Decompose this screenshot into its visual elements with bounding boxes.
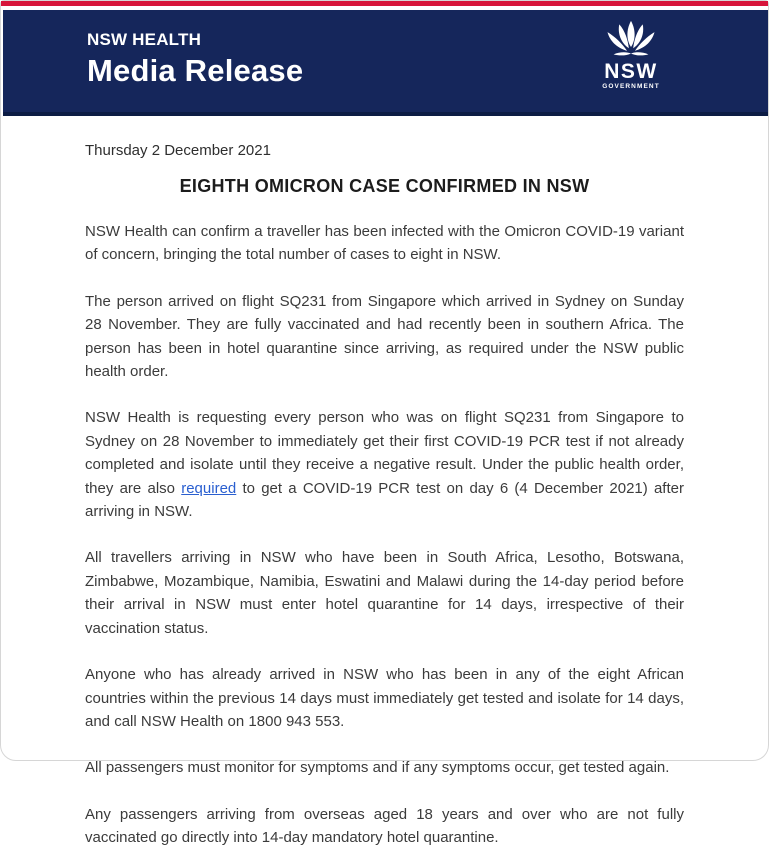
- paragraph-3-before: NSW Health is requesting every person who was on flight SQ231 from Singapore to Sydney on 28 November to immediately get their first COVID-19 PCR test if not already completed and isolate until they receive a negative result. Under the public health order, they are also: [85, 409, 684, 497]
- paragraph-2: The person arrived on flight SQ231 from Singapore which arrived in Sydney on Sunday 28 November. They are fully vaccinated and had recently been in southern Africa. The person has been in hotel quarantine since arriving, as required under the NSW public health order.: [85, 292, 684, 381]
- paragraph-3: [85, 406, 684, 523]
- headline: EIGHTH OMICRON CASE CONFIRMED IN NSW: [179, 176, 590, 196]
- paragraph-6: All passengers must monitor for symptoms and if any symptoms occur, get tested again.: [85, 759, 670, 777]
- paragraph-5: Anyone who has already arrived in NSW who has been in any of the eight African countries within the previous 14 days must immediately get tested and isolate for 14 days, and call NSW Health on 1800 943 553.: [85, 666, 684, 730]
- nsw-government-logo: [596, 20, 666, 91]
- release-date: Thursday 2 December 2021: [85, 142, 271, 159]
- paragraph-4: All travellers arriving in NSW who have been in South Africa, Lesotho, Botswana, Zimbabwe, Mozambique, Namibia, Eswatini and Malawi during the 14-day period before their arrival in NSW must enter hotel quarantine for 14 days, irrespective of their vaccination status.: [85, 549, 684, 637]
- org-name: NSW HEALTH: [87, 30, 202, 49]
- document-body: [1, 116, 768, 850]
- waratah-icon: [596, 20, 666, 60]
- header-banner: [3, 10, 768, 116]
- required-link[interactable]: required: [181, 479, 237, 497]
- logo-caption: GOVERNMENT: [602, 83, 660, 90]
- banner-title: Media Release: [87, 53, 304, 88]
- paragraph-3-after: to get a COVID-19 PCR test on day 6 (4 December 2021) after arriving in NSW.: [85, 479, 684, 521]
- paragraph-1: NSW Health can confirm a traveller has been infected with the Omicron COVID-19 variant of concern, bringing the total number of cases to eight in NSW.: [85, 223, 684, 264]
- banner-text: [87, 30, 303, 89]
- logo-acronym: NSW: [604, 60, 658, 83]
- paragraph-7: Any passengers arriving from overseas aged 18 years and over who are not fully vaccinated go directly into 14-day mandatory hotel quarantine.: [85, 805, 684, 847]
